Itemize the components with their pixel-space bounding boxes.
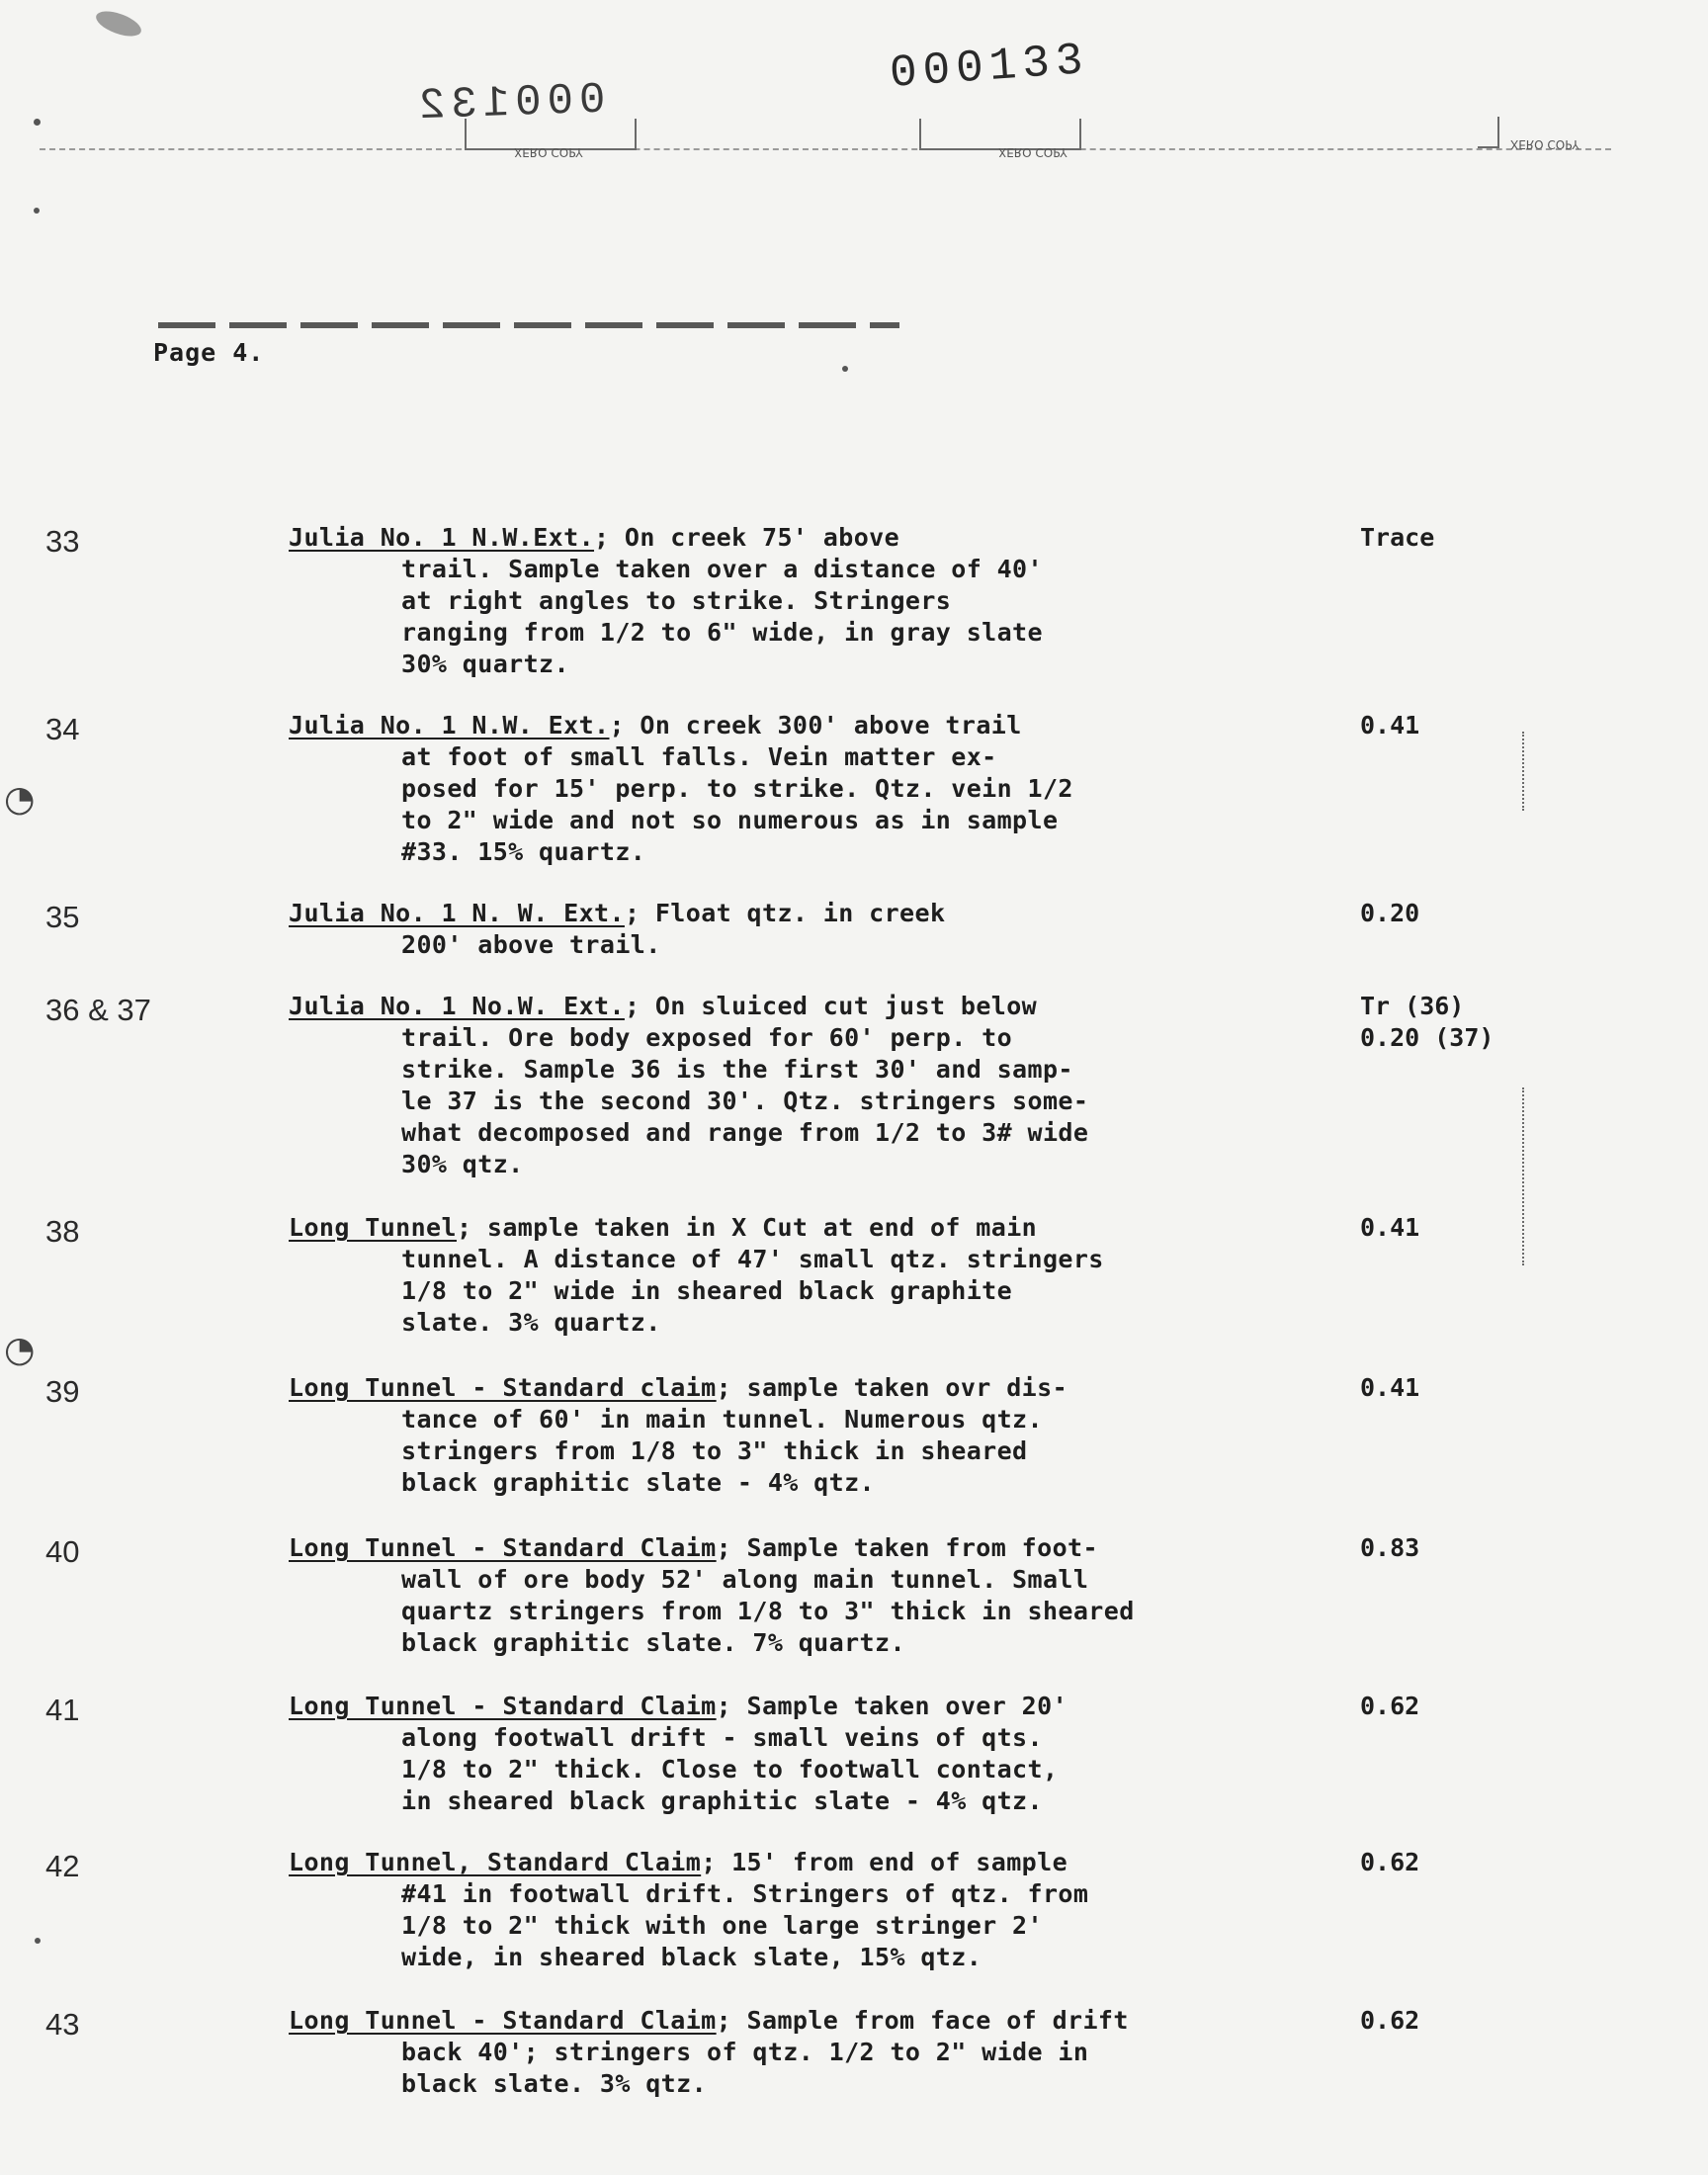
description-first-line — [289, 522, 1317, 554]
claim-name: Julia No. 1 N.W. Ext. — [289, 711, 610, 740]
scan-speck — [842, 366, 848, 372]
assay-value: 0.41 — [1360, 711, 1420, 740]
sample-description — [289, 1212, 1317, 1339]
description-first-line — [289, 898, 1317, 929]
copy-mark-right: XERO COPY — [1510, 137, 1580, 151]
description-first-line-rest: ; On sluiced cut just below — [624, 992, 1038, 1020]
description-line: tance of 60' in main tunnel. Numerous qtz. — [401, 1405, 1043, 1434]
scan-speck — [34, 119, 41, 126]
sample-description — [289, 710, 1317, 868]
description-first-line — [289, 2005, 1317, 2037]
description-first-line — [289, 991, 1317, 1022]
copy-edge-line — [40, 148, 1611, 150]
claim-name: Long Tunnel — [289, 1213, 457, 1242]
assay-value: 0.62 — [1360, 1692, 1420, 1720]
description-line: #33. 15% quartz. — [401, 837, 646, 866]
description-line: back 40'; stringers of qtz. 1/2 to 2" wide in — [401, 2038, 1089, 2066]
sample-number: 43 — [45, 2007, 80, 2042]
description-line: at right angles to strike. Stringers — [401, 586, 952, 615]
binder-hole-icon: ◔ — [4, 779, 36, 820]
description-line: 200' above trail. — [401, 930, 661, 959]
description-line: slate. 3% quartz. — [401, 1308, 661, 1337]
sample-description — [289, 1847, 1317, 1973]
sample-number: 42 — [45, 1849, 80, 1883]
assay-value: Trace — [1360, 523, 1435, 552]
description-line: le 37 is the second 30'. Qtz. stringers some- — [401, 1087, 1089, 1115]
copy-bracket-right — [1478, 117, 1499, 148]
claim-name: Long Tunnel - Standard Claim — [289, 1692, 717, 1720]
sample-description — [289, 522, 1317, 680]
description-line: trail. Sample taken over a distance of 40' — [401, 555, 1043, 583]
sample-number: 41 — [45, 1693, 80, 1727]
description-line: 1/8 to 2" wide in sheared black graphite — [401, 1276, 1013, 1305]
description-line: wall of ore body 52' along main tunnel. Small — [401, 1565, 1089, 1594]
assay-value: 0.41 — [1360, 1373, 1420, 1402]
description-first-line — [289, 1691, 1317, 1722]
description-first-line — [289, 1532, 1317, 1564]
description-line: strike. Sample 36 is the first 30' and samp- — [401, 1055, 1073, 1084]
description-line: #41 in footwall drift. Stringers of qtz. from — [401, 1879, 1089, 1908]
page-stamp-number-mirrored: 000132 — [412, 75, 607, 132]
description-line: in sheared black graphitic slate - 4% qtz. — [401, 1786, 1043, 1815]
sample-description — [289, 2005, 1317, 2100]
claim-name: Long Tunnel - Standard Claim — [289, 1533, 717, 1562]
sample-description — [289, 898, 1317, 961]
description-first-line — [289, 1372, 1317, 1404]
description-line: tunnel. A distance of 47' small qtz. stringers — [401, 1245, 1104, 1273]
sample-number: 40 — [45, 1534, 80, 1569]
description-line: trail. Ore body exposed for 60' perp. to — [401, 1023, 1013, 1052]
page-stamp-number: 000133 — [888, 35, 1091, 100]
sample-number: 34 — [45, 712, 80, 746]
assay-value: Tr (36) 0.20 (37) — [1360, 992, 1494, 1052]
description-line: at foot of small falls. Vein matter ex- — [401, 742, 997, 771]
sample-number: 39 — [45, 1374, 80, 1409]
description-line: what decomposed and range from 1/2 to 3# wide — [401, 1118, 1089, 1147]
assay-value: 0.62 — [1360, 2006, 1420, 2035]
binder-hole-icon: ◔ — [4, 1330, 36, 1370]
cutoff-header-line — [158, 322, 899, 328]
assay-value: 0.41 — [1360, 1213, 1420, 1242]
sample-description — [289, 1691, 1317, 1817]
description-line: black graphitic slate. 7% quartz. — [401, 1628, 905, 1657]
sample-description — [289, 991, 1317, 1180]
description-first-line — [289, 1212, 1317, 1244]
scan-edge-mark — [1522, 732, 1528, 811]
page-label: Page 4. — [153, 338, 265, 367]
sample-number: 36 & 37 — [45, 993, 151, 1027]
claim-name: Julia No. 1 N. W. Ext. — [289, 899, 625, 927]
claim-name: Julia No. 1 N.W.Ext. — [289, 523, 595, 552]
description-first-line-rest: ; Sample taken from foot- — [716, 1533, 1098, 1562]
description-first-line-rest: ; Sample from face of drift — [716, 2006, 1129, 2035]
description-line: stringers from 1/8 to 3" thick in sheared — [401, 1436, 1028, 1465]
description-line: 1/8 to 2" thick with one large stringer 2' — [401, 1911, 1043, 1940]
description-first-line-rest: ; Sample taken over 20' — [716, 1692, 1068, 1720]
description-line: 1/8 to 2" thick. Close to footwall contact, — [401, 1755, 1059, 1784]
description-line: quartz stringers from 1/8 to 3" thick in sheared — [401, 1597, 1135, 1625]
description-first-line-rest: ; 15' from end of sample — [701, 1848, 1068, 1876]
description-first-line-rest: ; sample taken ovr dis- — [716, 1373, 1068, 1402]
description-line: wide, in sheared black slate, 15% qtz. — [401, 1943, 982, 1971]
scan-edge-mark — [1522, 1088, 1528, 1265]
copy-mark-left: XERO COPY — [514, 145, 583, 159]
sample-description — [289, 1532, 1317, 1659]
description-first-line-rest: ; On creek 300' above trail — [609, 711, 1022, 740]
description-first-line-rest: ; Float qtz. in creek — [624, 899, 946, 927]
description-line: black graphitic slate - 4% qtz. — [401, 1468, 875, 1497]
scan-speck — [34, 208, 40, 214]
description-first-line-rest: ; On creek 75' above — [594, 523, 900, 552]
claim-name: Long Tunnel - Standard Claim — [289, 2006, 717, 2035]
assay-value: 0.20 — [1360, 899, 1420, 927]
description-first-line — [289, 710, 1317, 741]
description-line: 30% quartz. — [401, 650, 569, 678]
description-line: to 2" wide and not so numerous as in sample — [401, 806, 1059, 834]
sample-number: 33 — [45, 524, 80, 559]
sample-description — [289, 1372, 1317, 1499]
description-line: along footwall drift - small veins of qts. — [401, 1723, 1043, 1752]
description-line: 30% qtz. — [401, 1150, 524, 1178]
scan-speck — [35, 1938, 41, 1944]
description-line: ranging from 1/2 to 6" wide, in gray slate — [401, 618, 1043, 647]
description-first-line — [289, 1847, 1317, 1878]
assay-value: 0.62 — [1360, 1848, 1420, 1876]
copy-mark-middle: XERO COPY — [998, 145, 1068, 159]
sample-number: 38 — [45, 1214, 80, 1249]
claim-name: Long Tunnel - Standard claim — [289, 1373, 717, 1402]
claim-name: Julia No. 1 No.W. Ext. — [289, 992, 625, 1020]
description-line: black slate. 3% qtz. — [401, 2069, 708, 2098]
description-first-line-rest: ; sample taken in X Cut at end of main — [456, 1213, 1038, 1242]
claim-name: Long Tunnel, Standard Claim — [289, 1848, 702, 1876]
description-line: posed for 15' perp. to strike. Qtz. vein 1/2 — [401, 774, 1073, 803]
assay-value: 0.83 — [1360, 1533, 1420, 1562]
sample-number: 35 — [45, 900, 80, 934]
scan-smudge — [93, 6, 144, 41]
